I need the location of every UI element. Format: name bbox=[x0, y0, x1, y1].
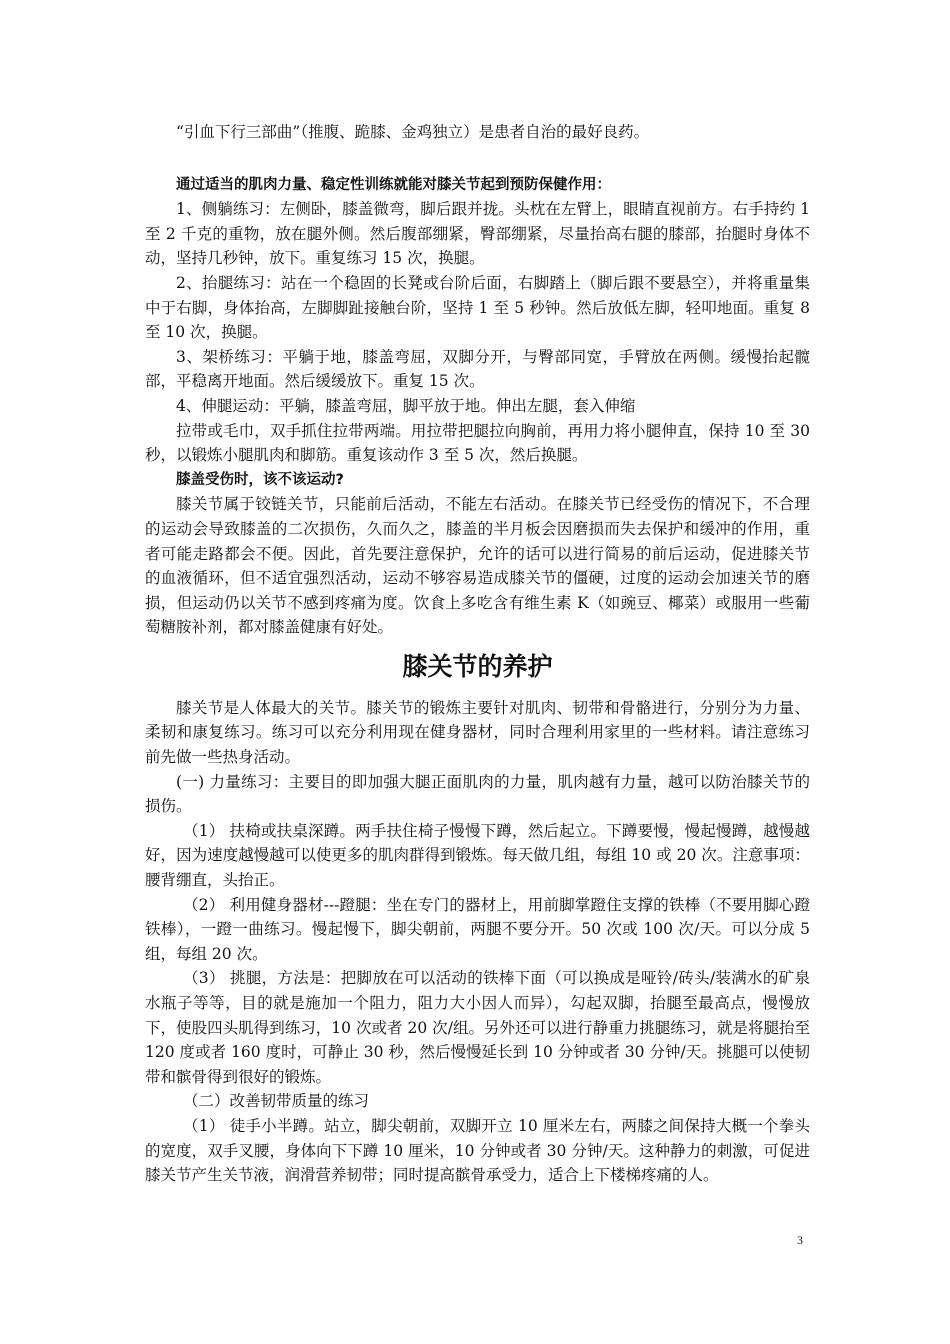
section-heading-prevention: 通过适当的肌肉力量、稳定性训练就能对膝关节起到预防保健作用： bbox=[176, 176, 611, 193]
paragraph-squat: （1） 扶椅或扶桌深蹲。两手扶住椅子慢慢下蹲，然后起立。下蹲要慢，慢起慢蹲，越慢越好，因为速度越慢越可以使更多的肌肉群得到锻炼。每天做几组，每组 10 或 20 次。注意事项：腰背绷直，头抬正。 bbox=[145, 821, 810, 890]
paragraph-side-lying: 1、侧躺练习：左侧卧，膝盖微弯，脚后跟并拢。头枕在左臂上，眼睛直视前方。右手持约 1 至 2 千克的重物，放在腿外侧。然后腹部绷紧，臀部绷紧，尽量抬高右腿的膝部，抬腿时身体不动，坚持几秒钟，放下。重复练习 15 次，换腿。 bbox=[145, 200, 810, 268]
paragraph-leg-raise: 2、抬腿练习：站在一个稳固的长凳或台阶后面，右脚踏上（脚后跟不要悬空），并将重量集中于右脚，身体抬高，左脚脚趾接触台阶，坚持 1 至 5 秒钟。然后放低左脚，轻叩地面。重复 8 至 10 次，换腿。 bbox=[145, 273, 810, 342]
paragraph-leg-lift: （3） 挑腿，方法是：把脚放在可以活动的铁棒下面（可以换成是哑铃/砖头/装满水的矿泉水瓶子等等，目的就是施加一个阻力，阻力大小因人而异），勾起双脚，抬腿至最高点，慢慢放下，使股四头肌得到练习，10 次或者 20 次/组。另外还可以进行静重力挑腿练习，就是将腿抬至 120 度或者 160 度时，可静止 30 秒，然后慢慢延长到 10 分钟或者 30 分钟/天。挑腿可以使韧带和髌骨得到很好的锻炼。 bbox=[145, 969, 810, 1086]
paragraph-injury: 膝关节属于铰链关节，只能前后活动，不能左右活动。在膝关节已经受伤的情况下，不合理的运动会导致膝盖的二次损伤，久而久之，膝盖的半月板会因磨损而失去保护和缓冲的作用，重者可能走路都会不便。因此，首先要注意保护，允许的话可以进行简易的前后运动，促进膝关节的血液循环，但不适宜强烈活动，运动不够容易造成膝关节的僵硬，过度的运动会加速关节的磨损，但运动仍以关节不感到疼痛为度。饮食上多吃含有维生素 K（如豌豆、椰菜）或服用一些葡萄糖胺补剂，都对膝盖健康有好处。 bbox=[145, 495, 810, 637]
paragraph-ligament-heading: （二）改善韧带质量的练习 bbox=[183, 1092, 370, 1111]
document-body bbox=[145, 120, 810, 1188]
section-heading-injury: 膝盖受伤时，该不该运动? bbox=[176, 471, 344, 488]
paragraph-bridge: 3、架桥练习：平躺于地，膝盖弯屈，双脚分开，与臀部同宽，手臂放在两侧。缓慢抬起髋部，平稳离开地面。然后缓缓放下。重复 15 次。 bbox=[145, 347, 810, 391]
paragraph-leg-press: （2） 利用健身器材---蹬腿：坐在专门的器材上，用前脚掌蹬住支撑的铁棒（不要用脚心蹬铁棒），一蹬一曲练习。慢起慢下，脚尖朝前，两腿不要分开。50 次或 100 次/天。可以分成 5 组，每组 20 次。 bbox=[145, 895, 810, 963]
paragraph-gap bbox=[145, 145, 810, 173]
paragraph-leg-stretch: 4、伸腿运动：平躺，膝盖弯屈，脚平放于地。伸出左腿，套入伸缩 bbox=[176, 396, 636, 415]
paragraph-strap: 拉带或毛巾，双手抓住拉带两端。用拉带把腿拉向胸前，再用力将小腿伸直，保持 10 至 30 秒，以锻炼小腿肌肉和脚筋。重复该动作 3 至 5 次，然后换腿。 bbox=[145, 421, 810, 465]
page-title: 膝关节的养护 bbox=[402, 651, 553, 681]
page-number: 3 bbox=[797, 1233, 803, 1247]
paragraph-remedy: “引血下行三部曲”（推腹、跪膝、金鸡独立）是患者自治的最好良药。 bbox=[176, 123, 650, 141]
paragraph-half-squat: （1） 徒手小半蹲。站立，脚尖朝前，双脚开立 10 厘米左右，两膝之间保持大概一个拳头的宽度，双手叉腰，身体向下下蹲 10 厘米，10 分钟或者 30 分钟/天。这种静力的刺激，可促进膝关节产生关节液，润滑营养韧带；同时提高髌骨承受力，适合上下楼梯疼痛的人。 bbox=[145, 1116, 810, 1185]
paragraph-intro: 膝关节是人体最大的关节。膝关节的锻炼主要针对肌肉、韧带和骨骼进行，分别分为力量、柔韧和康复练习。练习可以充分利用现在健身器材，同时合理利用家里的一些材料。请注意练习前先做一些热身活动。 bbox=[145, 698, 810, 767]
paragraph-strength: (一) 力量练习：主要目的即加强大腿正面肌肉的力量，肌肉越有力量，越可以防治膝关节的损伤。 bbox=[145, 772, 810, 816]
